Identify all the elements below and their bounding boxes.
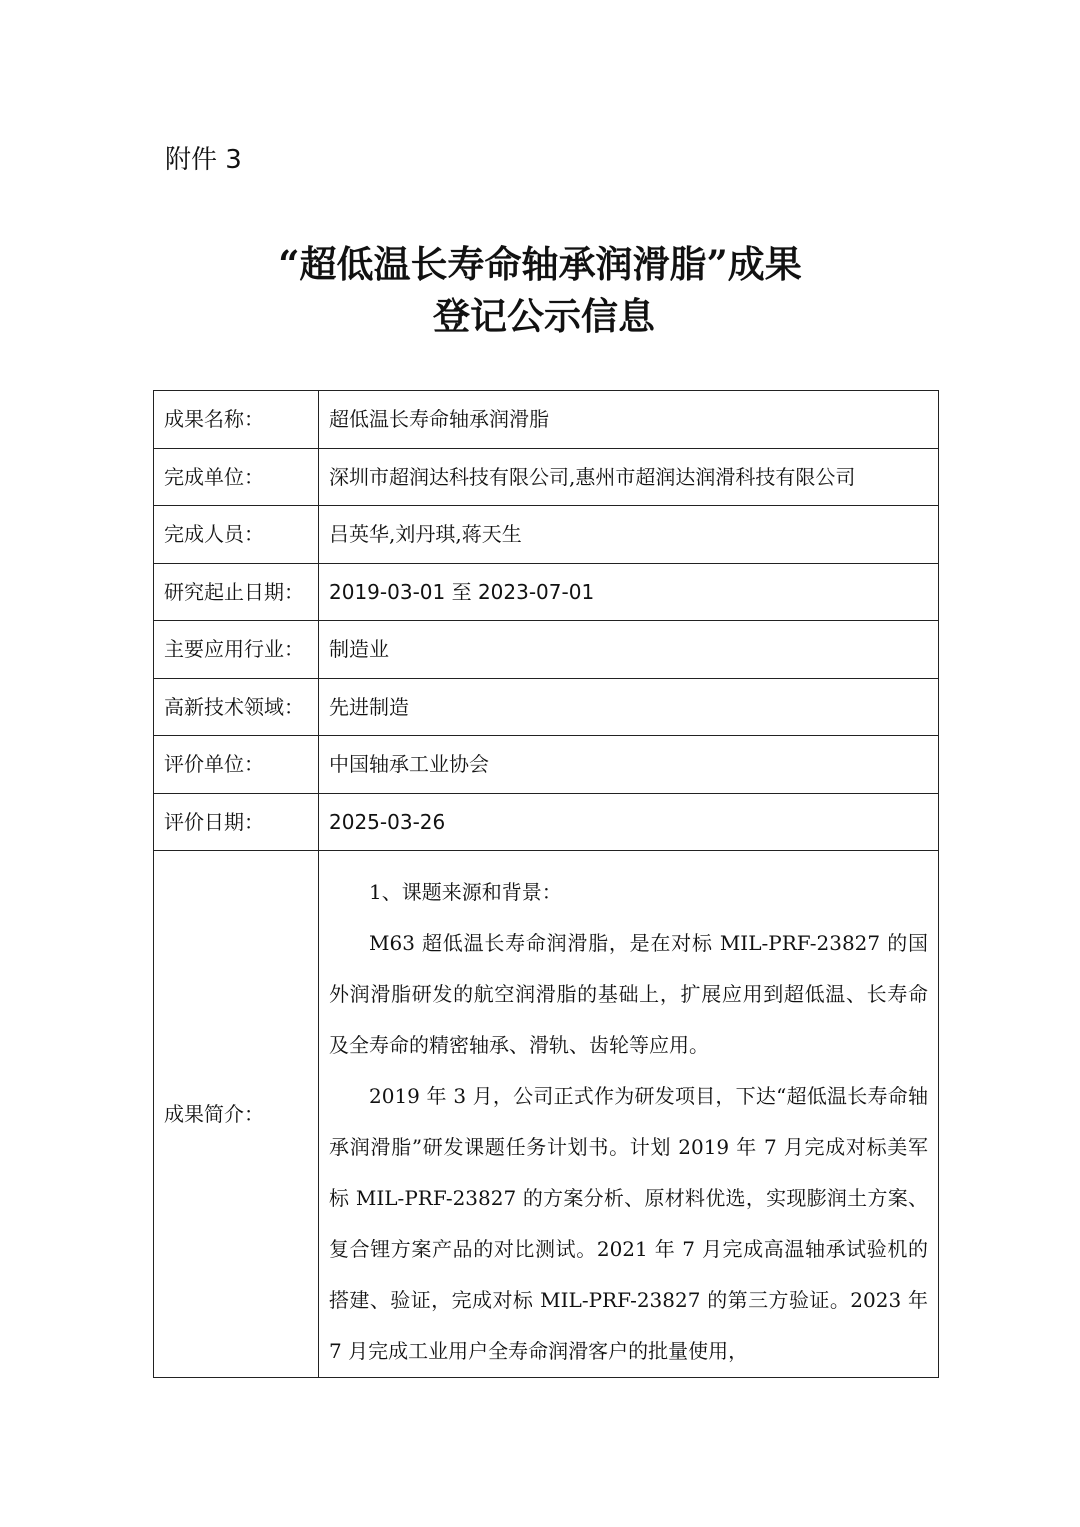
summary-paragraph: 2019 年 3 月，公司正式作为研发项目，下达“超低温长寿命轴承润滑脂”研发课题任务计划书。计划 2019 年 7 月完成对标美军标 MIL-PRF-23827 的方案分析、原材料优选，实现膨润土方案、复合锂方案产品的对比测试。2021 年 7 月完成高温轴承试验机的搭建、验证，完成对标 MIL-PRF-23827 的第三方验证。2023 年 7 月完成工业用户全寿命润滑客户的批量使用， <box>329 1084 928 1363</box>
row-label-achievement-name: 成果名称： <box>154 391 319 449</box>
row-label-evaluation-date: 评价日期： <box>154 793 319 851</box>
row-label-completing-units: 完成单位： <box>154 448 319 506</box>
table-row <box>154 448 939 506</box>
row-label-research-period: 研究起止日期： <box>154 563 319 621</box>
registration-info-table <box>153 390 939 1378</box>
attachment-label: 附件 3 <box>165 145 242 175</box>
table-row <box>154 793 939 851</box>
title-line-2: 登记公示信息 <box>433 294 655 338</box>
row-value-research-period: 2019-03-01 至 2023-07-01 <box>319 563 939 621</box>
row-label-completing-personnel: 完成人员： <box>154 506 319 564</box>
row-value-evaluation-unit: 中国轴承工业协会 <box>319 736 939 794</box>
table-row-summary <box>154 851 939 1378</box>
row-label-high-tech-field: 高新技术领域： <box>154 678 319 736</box>
row-value-completing-units: 深圳市超润达科技有限公司,惠州市超润达润滑科技有限公司 <box>319 448 939 506</box>
row-label-evaluation-unit: 评价单位： <box>154 736 319 794</box>
summary-paragraph: 1、课题来源和背景： <box>369 880 562 904</box>
row-value-achievement-name: 超低温长寿命轴承润滑脂 <box>319 391 939 449</box>
row-label-application-industry: 主要应用行业： <box>154 621 319 679</box>
document-title <box>0 238 1080 342</box>
table-row <box>154 678 939 736</box>
row-value-application-industry: 制造业 <box>319 621 939 679</box>
row-label-summary: 成果简介： <box>154 851 319 1378</box>
row-value-high-tech-field: 先进制造 <box>319 678 939 736</box>
summary-paragraph: M63 超低温长寿命润滑脂，是在对标 MIL-PRF-23827 的国外润滑脂研发的航空润滑脂的基础上，扩展应用到超低温、长寿命及全寿命的精密轴承、滑轨、齿轮等应用。 <box>329 931 928 1057</box>
table-row <box>154 391 939 449</box>
table-row <box>154 736 939 794</box>
row-value-completing-personnel: 吕英华,刘丹琪,蒋天生 <box>319 506 939 564</box>
table-row <box>154 506 939 564</box>
table-row <box>154 563 939 621</box>
summary-content <box>319 851 939 1378</box>
title-line-1: “超低温长寿命轴承润滑脂”成果 <box>278 242 802 286</box>
table-row <box>154 621 939 679</box>
row-value-evaluation-date: 2025-03-26 <box>319 793 939 851</box>
